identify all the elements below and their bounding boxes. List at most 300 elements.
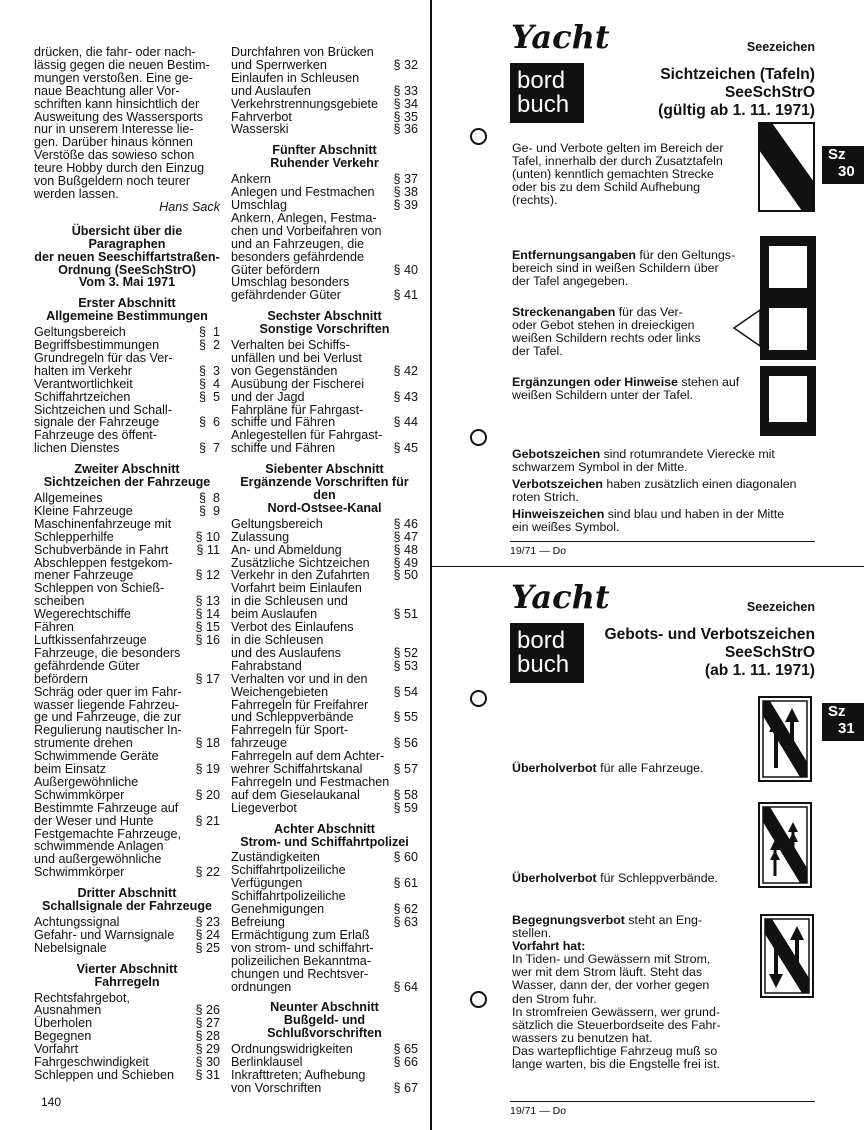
badge-bord: bord (517, 627, 566, 654)
badge-bord: bord (517, 67, 566, 94)
toc-entry (231, 724, 418, 750)
toc-entry (34, 352, 220, 378)
toc-entry-title: Durchfahren von Brücken und Sperrwerken (231, 45, 374, 72)
toc-entry-paragraph: § 63 (393, 915, 418, 929)
footer-rule (510, 1101, 815, 1102)
index-tab (822, 146, 864, 184)
tab-number: 31 (838, 720, 855, 737)
toc-entry-paragraph: § 37 (393, 172, 418, 187)
toc-entry-paragraph: § 12 (195, 568, 220, 583)
text-span: für alle Fahrzeuge. (596, 761, 704, 775)
toc-entry (231, 72, 418, 98)
section-heading (231, 823, 418, 849)
yacht-logo-text: Yacht (511, 18, 610, 56)
toc-entry (231, 890, 418, 916)
middle-column (231, 46, 418, 1095)
toc-entry (34, 634, 220, 647)
toc-entry (231, 916, 418, 929)
toc-entry-paragraph: § 57 (393, 762, 418, 777)
tow-overtaking-ban-icon (758, 802, 812, 888)
toc-entry-title: Achtungssignal (34, 915, 120, 929)
toc-entry-title: Verkehrstrennungsgebiete (231, 96, 379, 111)
intro-line: nur in unserem Interesse lie- (34, 122, 194, 137)
toc-entry-paragraph: § 51 (393, 607, 418, 622)
toc-entry (231, 429, 418, 455)
section-heading-line: Sonstige Vorschriften (259, 322, 390, 337)
toc-entry-paragraph: § 62 (393, 902, 418, 917)
toc-entry-paragraph: § 19 (195, 762, 220, 777)
toc-entry-title: Luftkissenfahrzeuge (34, 632, 147, 647)
intro-line: Ausweitung des Wassersports (34, 109, 203, 124)
yacht-logo-text: Yacht (511, 578, 610, 616)
toc-entry-paragraph: § 38 (393, 185, 418, 200)
toc-entry-paragraph: § 35 (393, 109, 418, 124)
text-strecke (512, 306, 724, 358)
overview-title-line: Vom 3. Mai 1971 (78, 275, 176, 290)
section-entries (231, 339, 418, 455)
text-line: sätzlich die Steuerbordseite des Fahr- (512, 1017, 721, 1032)
toc-entry-paragraph: § 44 (393, 415, 418, 430)
text-begegnungsverbot (512, 914, 748, 1071)
toc-entry-paragraph: § 23 (195, 915, 220, 929)
toc-entry-title: Liegeverbot (231, 800, 297, 815)
toc-entry (34, 391, 220, 404)
toc-entry-title: Befreiung (231, 915, 285, 929)
author: Hans Sack (159, 199, 220, 214)
text-line: Das wartepflichtige Fahrzeug muß so (512, 1043, 718, 1058)
text-line: den Strom fuhr. (512, 991, 597, 1006)
toc-entry-paragraph: § 56 (393, 736, 418, 751)
text-line: wer mit dem Strom läuft. Steht das (512, 965, 703, 980)
toc-entry-title: Verkehr in den Zufahrten (231, 568, 370, 583)
text-entfernung (512, 249, 748, 288)
toc-entry-paragraph: § 43 (393, 389, 418, 404)
yacht-logo (510, 578, 610, 616)
text-line: oder bis zu dem Schild Aufhebung (512, 180, 701, 195)
distance-sign-icon (760, 236, 816, 298)
yacht-logo (510, 18, 610, 56)
intro-line: lässig gegen die neuen Bestim- (34, 57, 210, 72)
intro-line: teure Hobby durch den Einzug (34, 161, 205, 176)
toc-entry (34, 429, 220, 455)
card-gebote-verbote (510, 578, 815, 1118)
toc-entry-paragraph: § 26 (195, 1003, 220, 1018)
section-entries (34, 326, 220, 455)
badge-buch: buch (517, 651, 570, 678)
text-ergaenzung (512, 376, 748, 402)
toc-entry (231, 518, 418, 531)
toc-entry-paragraph: § 20 (195, 787, 220, 802)
toc-entry (231, 531, 418, 544)
text-bold: Verbotszeichen (512, 477, 603, 492)
toc-entry-title: Maschinenfahrzeuge mit Schlepperhilfe (34, 516, 172, 544)
text-span: für das Ver- (615, 305, 683, 319)
toc-entry-paragraph: § 55 (393, 710, 418, 725)
toc-entry-title: Gefahr- und Warnsignale (34, 927, 175, 942)
toc-entry (231, 123, 418, 136)
toc-entry-title: Verhalten bei Schiffs- unfällen und bei Verlust von Gegenständen (231, 338, 362, 378)
toc-entry-title: Sichtzeichen und Schall- signale der Fahrzeuge (34, 402, 172, 430)
section-heading (231, 144, 418, 170)
text-line: Tafel, innerhalb der durch Zusatztafeln (512, 154, 723, 169)
page-number: 140 (41, 1095, 62, 1109)
toc-entry-title: Allgemeines (34, 491, 103, 505)
text-span: stehen auf (677, 375, 740, 389)
toc-entry-title: Fahrregeln und Festmachen auf dem Gieselaukanal (231, 774, 390, 802)
toc-entry-title: Fahrgeschwindigkeit (34, 1055, 149, 1070)
intro-line: schriften kann hinsichtlich der (34, 96, 200, 111)
text-line: der Tafel. (512, 344, 563, 359)
toc-entry-title: Geltungsbereich (34, 325, 126, 340)
text-span: sind rotumrandete Vierecke mit (600, 447, 775, 461)
toc-entry-title: Anlegestellen für Fahrgast- schiffe und Fähren (231, 428, 383, 456)
toc-entry (231, 802, 418, 815)
section-heading-line: Nord-Ostsee-Kanal (267, 500, 382, 515)
section-heading (231, 310, 418, 336)
toc-entry-title: Schiffahrtpolizeiliche Verfügungen (231, 863, 346, 891)
toc-entry-title: Bestimmte Fahrzeuge auf der Weser und Hunte (34, 800, 179, 828)
cancellation-sign-icon (758, 122, 815, 212)
toc-entry-title: Fahrabstand (231, 658, 302, 673)
toc-entry-title: Kleine Fahrzeuge (34, 503, 133, 518)
tab-label: Sz (828, 146, 846, 163)
toc-entry (231, 98, 418, 111)
toc-entry (34, 518, 220, 544)
toc-entry-title: Zuständigkeiten (231, 850, 320, 865)
text-line: weißen Schildern unter der Tafel. (512, 388, 693, 403)
text-line: Wasser, dann der, der vorher gegen (512, 978, 710, 993)
toc-entry-paragraph: § 61 (393, 876, 418, 891)
section-heading-line: Siebenter Abschnitt (265, 462, 384, 477)
category-label: Seezeichen (746, 600, 815, 614)
text-line: bereich sind in weißen Schildern über (512, 261, 719, 276)
toc-entry-title: Verhalten vor und in den Weichengebieten (231, 671, 368, 699)
toc-entry-paragraph: § 54 (393, 684, 418, 699)
section-heading-line: Vierter Abschnitt (76, 961, 178, 976)
toc-entry-paragraph: § 58 (393, 787, 418, 802)
toc-entry-title: Außergewöhnliche Schwimmkörper (34, 774, 139, 802)
section-entries (231, 518, 418, 815)
toc-entry-title: Schiffahrtpolizeiliche Genehmigungen (231, 889, 346, 917)
text-bold: Gebotszeichen (512, 447, 601, 461)
section-heading-line: Fahrregeln (94, 974, 160, 989)
section-heading (34, 963, 220, 989)
section-heading-line: Allgemeine Bestimmungen (46, 309, 208, 324)
circle-icon (470, 690, 487, 707)
text-gebote (512, 448, 815, 535)
toc-entry (34, 647, 220, 686)
toc-entry (231, 199, 418, 212)
text-line: roten Strich. (512, 490, 579, 505)
toc-entry-paragraph: § 40 (393, 262, 418, 277)
section-entries (231, 851, 418, 993)
toc-entry-title: Ankern, Anlegen, Festma- chen und Vorbeifahren von und an Fahrzeugen, die besonders gefährdende Güter befördern (231, 210, 382, 277)
toc-entry-paragraph: § 47 (393, 529, 418, 544)
text-bold: Hinweiszeichen (512, 507, 605, 522)
toc-entry (231, 404, 418, 430)
toc-entry (231, 929, 418, 994)
toc-entry-title: Schleppen und Schieben (34, 1067, 175, 1082)
toc-entry-paragraph: § 42 (393, 363, 418, 378)
bordbuch-badge (510, 63, 584, 123)
toc-entry-title: Abschleppen festgekom- mener Fahrzeuge (34, 555, 173, 583)
toc-entry-paragraph: § 11 (196, 542, 220, 557)
toc-entry-title: Wasserski (231, 122, 289, 137)
text-line: weißen Schildern rechts oder links (512, 331, 701, 346)
toc-entry-title: Fähren (34, 620, 74, 635)
toc-entry (231, 864, 418, 890)
card-footer: 19/71 — Do (510, 545, 567, 557)
toc-entry (34, 557, 220, 583)
toc-entry (231, 544, 418, 557)
toc-entry (34, 582, 220, 608)
route-sign-icon (732, 296, 816, 360)
toc-entry-title: Umschlag besonders gefährdender Güter (231, 275, 350, 303)
bordbuch-badge (510, 623, 584, 683)
toc-entry (231, 699, 418, 725)
section-heading-line: Dritter Abschnitt (77, 886, 177, 901)
toc-entry-paragraph: § 60 (393, 850, 418, 865)
toc-entry-paragraph: § 24 (195, 927, 220, 942)
overview-title-line: Übersicht über die Paragraphen (71, 223, 183, 251)
section-entries (34, 916, 220, 955)
toc-entry-title: Fahrverbot (231, 109, 292, 124)
toc-entry-title: Fahrzeuge des öffent- lichen Dienstes (34, 428, 157, 456)
toc-entry-paragraph: § 67 (393, 1080, 418, 1095)
card-footer: 19/71 — Do (510, 1105, 567, 1117)
toc-entry (34, 686, 220, 751)
text-line: In stromfreien Gewässern, wer grund- (512, 1004, 720, 1019)
overview-title-line: der neuen Seeschiffartstraßen- (34, 249, 220, 264)
text-line: wassers zu benutzen hat. (512, 1030, 653, 1045)
toc-entry-paragraph: § 25 (195, 940, 220, 955)
text-span: sind blau und haben in der Mitte (604, 507, 785, 522)
footer-rule (510, 541, 815, 542)
middle-lead-entries (231, 46, 418, 136)
card-title (658, 66, 815, 120)
category-label: Seezeichen (746, 40, 815, 54)
toc-entry (231, 621, 418, 660)
toc-entry-title: Begegnen (34, 1029, 92, 1044)
toc-entry (34, 942, 220, 955)
text-bold: Streckenangaben (512, 305, 616, 319)
text-bold: Ergänzungen oder Hinweise (512, 375, 678, 389)
toc-entry-paragraph: § 8 (198, 491, 220, 505)
card-title-line: Gebots- und Verbotszeichen (604, 626, 815, 643)
section-entries (231, 173, 418, 302)
text-line: oder Gebot stehen in dreieckigen (512, 318, 695, 333)
text-line: stellen. (512, 926, 552, 941)
toc-entry (34, 339, 220, 352)
toc-entry (34, 776, 220, 802)
section-heading-line: Schallsignale der Fahrzeuge (41, 899, 213, 914)
toc-entry-paragraph: § 27 (195, 1016, 220, 1031)
toc-entry-title: Schiffahrtzeichen (34, 389, 131, 404)
toc-entry (34, 992, 220, 1018)
text-bold: Überholverbot (512, 761, 597, 775)
toc-entry (231, 582, 418, 621)
toc-entry-title: Fahrzeuge, die besonders gefährdende Güter befördern (34, 645, 181, 686)
card-title (604, 626, 815, 680)
circle-icon (470, 991, 487, 1008)
tab-number: 30 (838, 163, 855, 180)
section-heading (34, 297, 220, 323)
toc-entry-title: Schleppen von Schieß- scheiben (34, 581, 165, 609)
toc-entry (34, 492, 220, 505)
toc-entry-paragraph: § 49 (393, 555, 418, 570)
toc-entry-title: Geltungsbereich (231, 516, 323, 531)
toc-entry-paragraph: § 65 (393, 1042, 418, 1057)
toc-entry-title: Fahrregeln für Freifahrer und Schleppverbände (231, 697, 369, 725)
toc-entry-paragraph: § 34 (393, 96, 418, 111)
toc-entry (34, 916, 220, 929)
toc-entry-paragraph: § 17 (195, 671, 220, 686)
toc-entry (231, 46, 418, 72)
text-line: (unten) kenntlich gemachten Strecke (512, 167, 714, 182)
text-bold: Begegnungsverbot (512, 913, 625, 927)
left-column (34, 46, 220, 1082)
toc-entry (34, 802, 220, 828)
toc-entry-paragraph: § 9 (198, 503, 220, 518)
text-bold: Überholverbot (512, 871, 597, 885)
section-entries (34, 992, 220, 1082)
middle-sections (231, 136, 418, 1094)
toc-entry (34, 505, 220, 518)
overview-title-line: Ordnung (SeeSchStrO) (58, 262, 196, 277)
section-heading-line: Bußgeld- und Schlußvorschriften (267, 1013, 382, 1041)
toc-entry-paragraph: § 59 (393, 800, 418, 815)
toc-entry-paragraph: § 31 (195, 1067, 220, 1082)
toc-entry-paragraph: § 21 (195, 813, 220, 828)
toc-entry (231, 660, 418, 673)
text-line: (rechts). (512, 193, 558, 208)
toc-entry-title: Ermächtigung zum Erlaß von strom- und schiffahrt- polizeilichen Bekanntma- chungen und Rechtsver- ordnungen (231, 927, 374, 994)
toc-entry-paragraph: § 15 (195, 620, 220, 635)
toc-entry-title: Schwimmende Geräte beim Einsatz (34, 749, 159, 777)
intro-line: von Bußgeldern noch teurer (34, 174, 191, 189)
toc-entry (231, 339, 418, 378)
section-heading-line: Sechster Abschnitt (267, 309, 382, 324)
intro-line: werden lassen. (34, 186, 119, 201)
toc-entry-paragraph: § 5 (198, 389, 220, 404)
toc-entry-paragraph: § 28 (195, 1029, 220, 1044)
toc-entry (34, 828, 220, 880)
toc-entry-paragraph: § 13 (195, 594, 220, 609)
toc-entry-title: Ankern (231, 172, 271, 187)
toc-entry-title: Zusätzliche Sichtzeichen (231, 555, 370, 570)
section-heading-line: Fünfter Abschnitt (272, 143, 377, 158)
circle-icon (470, 429, 487, 446)
toc-entry-paragraph: § 52 (393, 645, 418, 660)
intro-line: naue Beachtung aller Vor- (34, 83, 180, 98)
intro-line: drücken, die fahr- oder nach- (34, 45, 196, 59)
toc-entry (231, 212, 418, 277)
toc-entry-title: Fahrpläne für Fahrgast- schiffe und Fähren (231, 402, 364, 430)
toc-entry-paragraph: § 50 (393, 568, 418, 583)
toc-entry-title: An- und Abmeldung (231, 542, 342, 557)
text-geltung (512, 142, 748, 207)
toc-entry-title: Wegerechtschiffe (34, 607, 131, 622)
encounter-ban-icon (760, 914, 814, 998)
toc-entry (34, 1069, 220, 1082)
toc-entry-paragraph: § 16 (195, 632, 220, 647)
toc-entry-title: Rechtsfahrgebot, Ausnahmen (34, 990, 130, 1018)
toc-entry-title: Inkrafttreten; Aufhebung von Vorschriften (231, 1067, 366, 1095)
toc-entry-title: Überholen (34, 1016, 93, 1031)
overview-title (34, 225, 220, 290)
badge-buch: buch (517, 91, 570, 118)
text-line: schwarzem Symbol in der Mitte. (512, 460, 688, 475)
section-entries (231, 1043, 418, 1095)
toc-entry-title: Ausübung der Fischerei und der Jagd (231, 376, 365, 404)
section-heading-line: Sichtzeichen der Fahrzeuge (43, 475, 211, 490)
toc-entry-title: Ordnungswidrigkeiten (231, 1042, 353, 1057)
toc-entry (231, 750, 418, 776)
section-heading-line: Strom- und Schiffahrtpolizei (240, 834, 409, 849)
toc-entry-paragraph: § 4 (198, 376, 220, 391)
toc-entry-paragraph: § 6 (198, 415, 220, 430)
toc-entry-title: Fahrregeln für Sport- fahrzeuge (231, 723, 348, 751)
text-line: In Tiden- und Gewässern mit Strom, (512, 952, 711, 967)
toc-entry-title: Verantwortlichkeit (34, 376, 133, 391)
tab-label: Sz (828, 703, 846, 720)
toc-entry (231, 776, 418, 802)
section-heading-line: Neunter Abschnitt (270, 1000, 379, 1015)
section-heading-line: Erster Abschnitt (78, 296, 176, 311)
left-sections (34, 289, 220, 1082)
toc-entry-title: Nebelsignale (34, 940, 107, 955)
toc-entry-paragraph: § 1 (198, 325, 220, 340)
toc-entry-title: Festgemachte Fahrzeuge, schwimmende Anlagen und außergewöhnliche Schwimmkörper (34, 826, 182, 880)
section-heading-line: Ergänzende Vorschriften für den (240, 475, 409, 502)
toc-entry-paragraph: § 64 (393, 979, 418, 994)
intro-line: gen. Darüber hinaus können (34, 135, 193, 150)
toc-entry-paragraph: § 48 (393, 542, 418, 557)
toc-entry (231, 673, 418, 699)
section-entries (34, 492, 220, 879)
toc-entry-paragraph: § 33 (393, 83, 418, 98)
section-heading (34, 887, 220, 913)
toc-entry-paragraph: § 53 (393, 658, 418, 673)
toc-entry (34, 929, 220, 942)
toc-entry-paragraph: § 3 (198, 363, 220, 378)
toc-entry (231, 1069, 418, 1095)
text-bold: Entfernungsangaben (512, 248, 636, 262)
toc-entry-title: Umschlag (231, 197, 287, 212)
text-line: Ge- und Verbote gelten im Bereich der (512, 141, 724, 155)
toc-entry-paragraph: § 41 (393, 288, 418, 303)
toc-entry-title: Zulassung (231, 529, 290, 544)
section-heading (231, 1001, 418, 1040)
toc-entry-title: Einlaufen in Schleusen und Auslaufen (231, 70, 360, 98)
section-heading-line: Zweiter Abschnitt (74, 462, 180, 477)
text-span: steht an Eng- (624, 913, 703, 927)
toc-entry-paragraph: § 7 (198, 441, 220, 456)
toc-entry (34, 750, 220, 776)
toc-entry-paragraph: § 32 (393, 57, 418, 72)
intro-paragraph (34, 46, 220, 201)
toc-entry-title: Vorfahrt beim Einlaufen in die Schleusen und beim Auslaufen (231, 581, 362, 622)
toc-entry-title: Schubverbände in Fahrt (34, 542, 169, 557)
toc-entry (34, 544, 220, 557)
card-title-line: SeeSchStrO (724, 644, 815, 661)
card-title-line: (gültig ab 1. 11. 1971) (658, 102, 815, 119)
toc-entry-title: Begriffsbestimmungen (34, 338, 160, 353)
toc-entry-paragraph: § 39 (393, 197, 418, 212)
toc-entry-title: Grundregeln für das Ver- halten im Verkehr (34, 350, 173, 378)
card-title-line: Sichtzeichen (Tafeln) (660, 66, 815, 83)
section-heading (34, 463, 220, 489)
